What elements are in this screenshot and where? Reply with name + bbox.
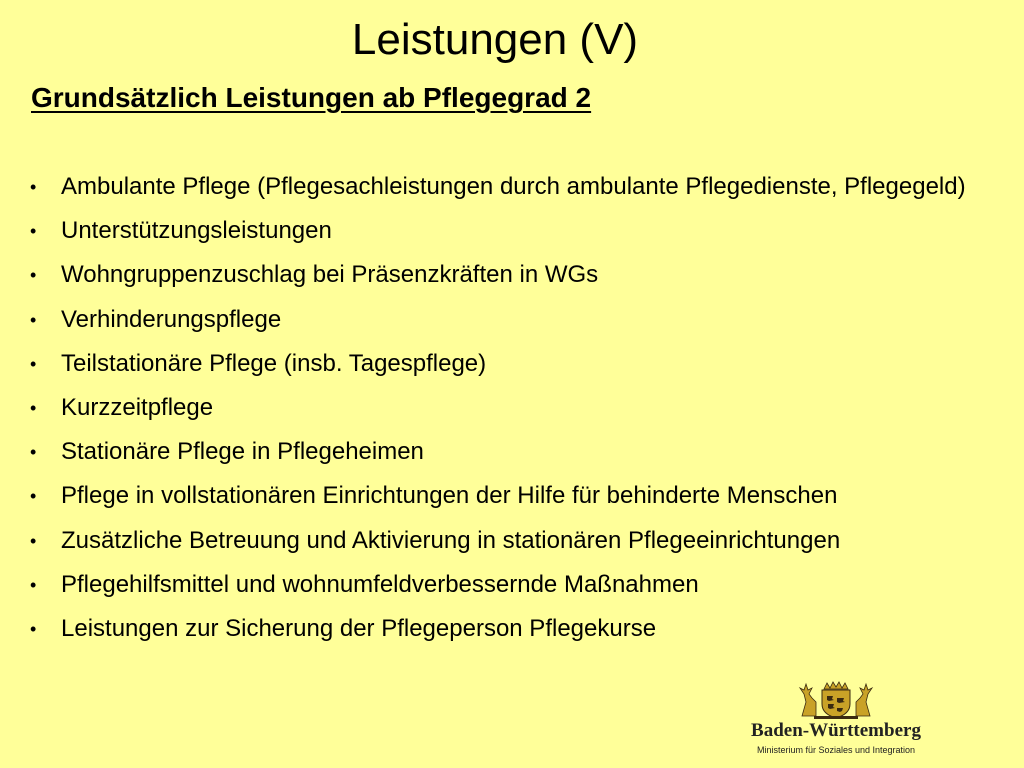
list-item-text: Pflege in vollstationären Einrichtungen der Hilfe für behinderte Menschen [61,482,838,510]
list-item-text: Ambulante Pflege (Pflegesachleistungen durch ambulante Pflegedienste, Pflegegeld) [61,173,966,200]
list-item [0,570,1000,600]
list-item-text: Pflegehilfsmittel und wohnumfeldverbessernde Maßnahmen [61,570,699,598]
list-item [0,437,1000,467]
list-item [0,305,1000,335]
bullet-icon: • [30,309,37,330]
list-item [0,526,1000,556]
list-item-text: Kurzzeitpflege [61,393,214,421]
list-item [0,260,1000,290]
list-item-text: Unterstützungsleistungen [61,217,332,245]
bullet-list [0,172,1000,658]
bullet-icon: • [30,221,37,242]
list-item-text: Verhinderungspflege [61,305,282,333]
list-item-text: Teilstationäre Pflege (insb. Tagespflege) [61,349,487,377]
coat-of-arms-icon [796,680,876,720]
list-item [0,216,1000,246]
logo-ministry: Ministerium für Soziales und Integration [756,745,916,755]
list-item [0,481,1000,511]
list-item [0,172,1000,202]
list-item-text: Stationäre Pflege in Pflegeheimen [61,438,424,466]
bullet-icon: • [30,442,37,463]
list-item [0,349,1000,379]
slide-subtitle: Grundsätzlich Leistungen ab Pflegegrad 2 [31,82,592,113]
bullet-icon: • [30,177,37,197]
bullet-icon: • [30,530,37,551]
list-item-text: Zusätzliche Betreuung und Aktivierung in stationären Pflegeeinrichtungen [61,526,841,554]
list-item-text: Leistungen zur Sicherung der Pflegeperson Pflegekurse [61,614,657,642]
bullet-icon: • [30,397,37,418]
baden-wuerttemberg-logo [736,680,936,760]
slide-title: Leistungen (V) [351,15,639,64]
bullet-icon: • [30,574,37,595]
logo-name: Baden-Württemberg [751,720,921,741]
list-item-text: Wohngruppenzuschlag bei Präsenzkräften in WGs [61,261,599,289]
bullet-icon: • [30,486,37,507]
bullet-icon: • [30,265,37,286]
bullet-icon: • [30,618,37,639]
bullet-icon: • [30,353,37,374]
list-item [0,393,1000,423]
list-item [0,614,1000,644]
